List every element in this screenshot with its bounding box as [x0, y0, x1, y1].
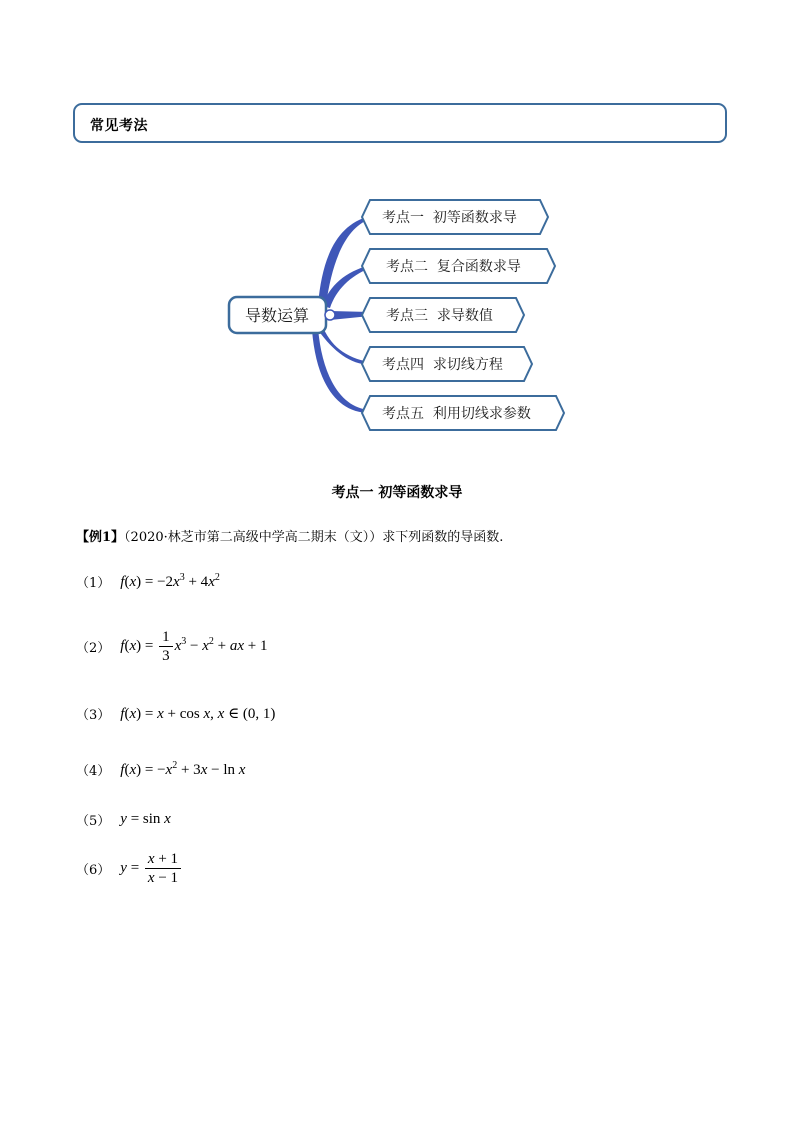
formula-2: f(x) = $\frac{1}{3}$ $x^3 - x^2$ + ax + 1 — [120, 629, 268, 664]
formula-5: y = sin x — [120, 811, 171, 827]
problem-number: （1） — [76, 576, 111, 591]
problem-item-6 — [76, 850, 183, 887]
problem-item-1 — [76, 572, 220, 591]
branch-label-3: 考点三 求导数值 — [386, 308, 493, 324]
problem-item-3 — [76, 704, 275, 723]
problem-number: （2） — [76, 641, 111, 656]
section-header-title: 常见考法 — [90, 118, 148, 134]
branch-curve-4 — [318, 325, 370, 365]
formula-3: f(x) = x + cos x, x ∈ (0, 1) — [120, 706, 276, 722]
root-connector-dot — [325, 310, 335, 320]
branch-node-5 — [362, 396, 564, 430]
example-label: 【例1】 — [76, 530, 125, 545]
example-line — [76, 526, 503, 545]
branch-node-4 — [362, 347, 532, 381]
branch-label-5: 考点五 利用切线求参数 — [382, 406, 531, 422]
problem-item-4 — [76, 760, 245, 779]
problem-number: （6） — [76, 863, 111, 878]
branch-label-1: 考点一 初等函数求导 — [382, 210, 517, 226]
section-title: 考点一 初等函数求导 — [331, 485, 463, 501]
problem-item-5 — [76, 810, 171, 829]
branch-node-3 — [362, 298, 524, 332]
problem-item-2 — [76, 628, 268, 665]
problem-number: （5） — [76, 814, 111, 829]
branch-label-4: 考点四 求切线方程 — [382, 357, 503, 373]
example-text: （2020·林芝市第二高级中学高二期末（文））求下列函数的导函数. — [124, 530, 504, 545]
mind-map — [0, 0, 794, 460]
branch-curve-1 — [318, 216, 370, 305]
formula-6: y = $\frac{x + 1}{x - 1}$ — [120, 850, 183, 887]
branch-curve-5 — [312, 328, 370, 413]
formula-1: $f(x) = -2x^3 + 4x^2$ — [120, 572, 220, 590]
problem-number: （4） — [76, 764, 111, 779]
problem-number: （3） — [76, 708, 111, 723]
branch-node-2 — [362, 249, 555, 283]
formula-4: $f(x) = -x^2 + 3x - \ln x$ — [120, 760, 246, 778]
branch-label-2: 考点二 复合函数求导 — [386, 259, 521, 275]
root-node-label: 导数运算 — [244, 306, 310, 325]
branch-node-1 — [362, 200, 548, 234]
